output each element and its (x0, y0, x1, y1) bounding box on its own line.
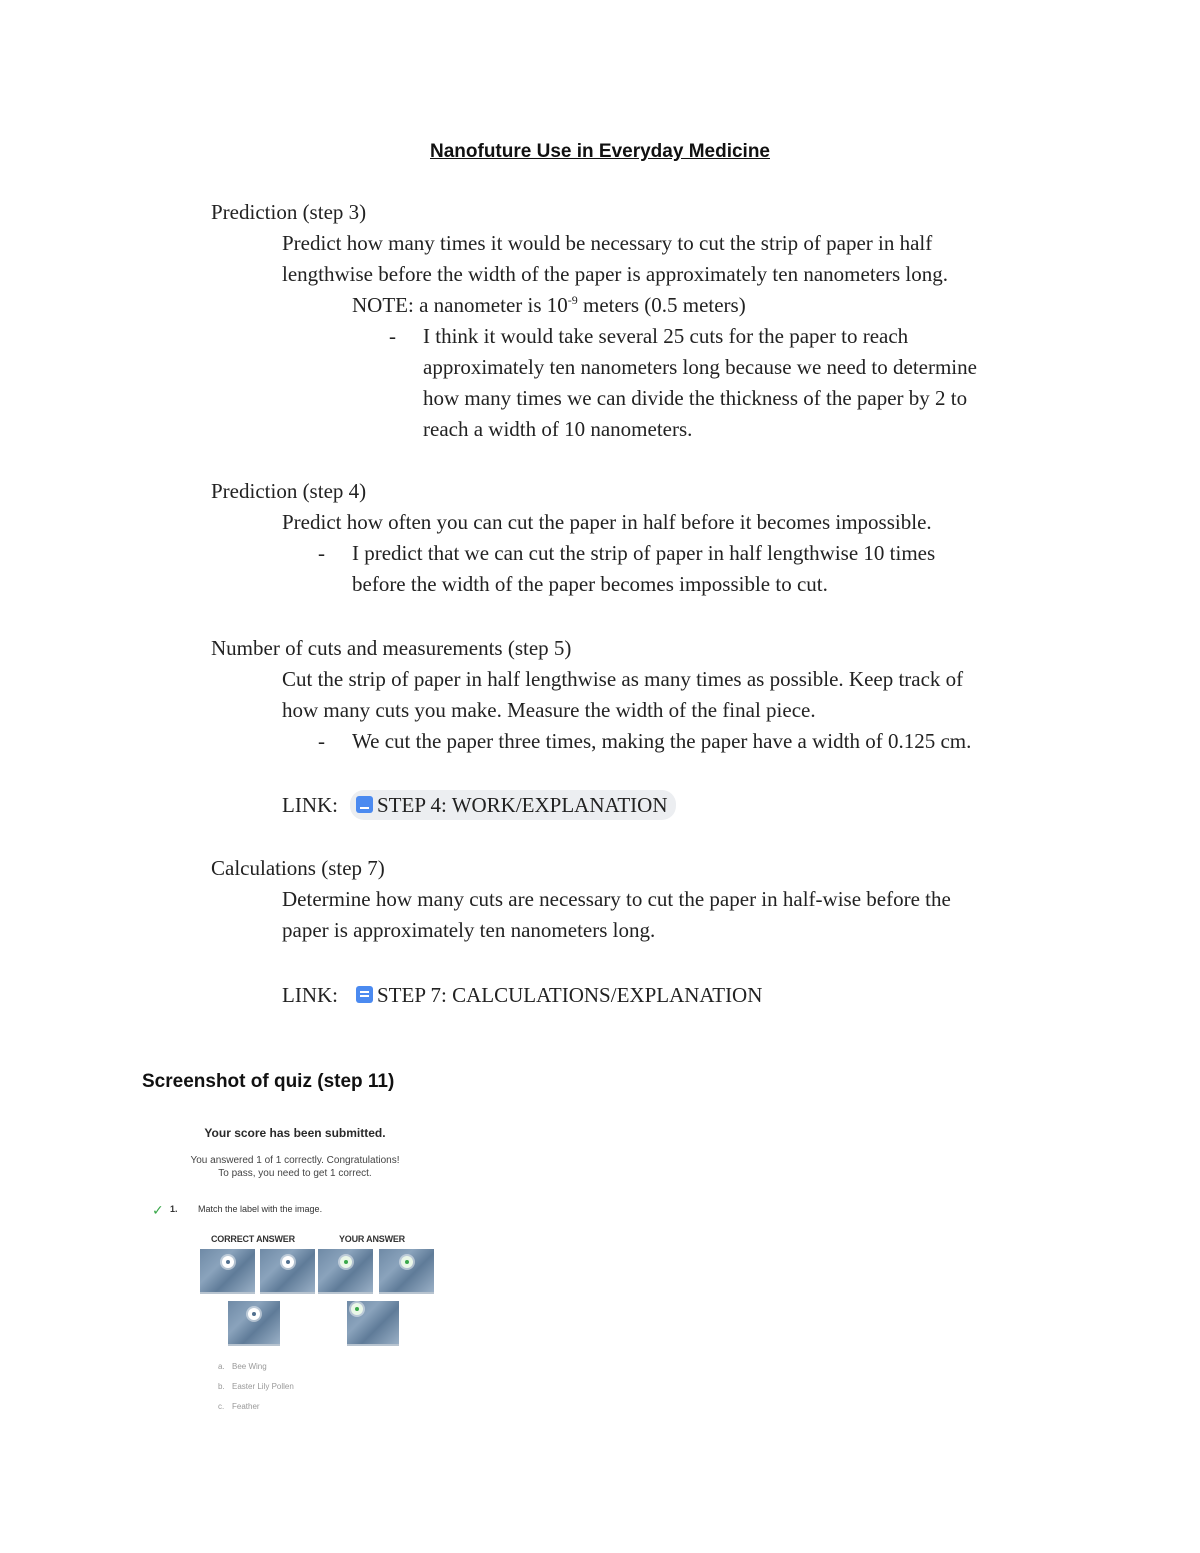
checkmark-icon: ✓ (152, 1202, 164, 1218)
step5-answer: We cut the paper three times, making the paper have a width of 0.125 cm. (352, 729, 972, 753)
map-pin-icon (282, 1256, 294, 1268)
map-pin-icon (401, 1256, 413, 1268)
step3-note (352, 290, 746, 321)
image-tile (379, 1249, 434, 1294)
option-b: b. Easter Lily Pollen (218, 1382, 294, 1391)
step7-question-line2: paper is approximately ten nanometers long. (282, 918, 656, 942)
note-suffix: meters (0.5 meters) (577, 293, 746, 317)
step7-link-text[interactable]: STEP 7: CALCULATIONS/EXPLANATION (377, 983, 763, 1007)
step4-answer-line2: before the width of the paper becomes impossible to cut. (352, 572, 828, 596)
your-answer-header: YOUR ANSWER (339, 1234, 405, 1244)
step3-heading: Prediction (step 3) (211, 200, 367, 224)
step5-link-text[interactable]: STEP 4: WORK/EXPLANATION (377, 793, 668, 817)
note-exponent: -9 (567, 293, 578, 307)
quiz-screenshot (140, 1118, 450, 1418)
image-tile (260, 1249, 315, 1294)
document-title: Nanofuture Use in Everyday Medicine (430, 141, 770, 162)
step5-link[interactable] (350, 790, 676, 822)
step7-heading: Calculations (step 7) (211, 856, 385, 880)
bullet-dash: - (318, 729, 325, 753)
step3-question-line1: Predict how many times it would be necessary to cut the strip of paper in half (282, 231, 933, 255)
image-tile (228, 1301, 280, 1346)
step7-link[interactable] (350, 980, 762, 1012)
image-tile (318, 1249, 373, 1294)
google-doc-icon (356, 986, 373, 1003)
step5-heading: Number of cuts and measurements (step 5) (211, 636, 572, 660)
step3-answer-line2: approximately ten nanometers long because we need to determine (423, 355, 977, 379)
step4-heading: Prediction (step 4) (211, 479, 367, 503)
option-c: c. Feather (218, 1402, 260, 1411)
step5-question-line2: how many cuts you make. Measure the width of the final piece. (282, 698, 816, 722)
step7-link-label: LINK: (282, 983, 338, 1007)
step7-question-line1: Determine how many cuts are necessary to cut the paper in half-wise before the (282, 887, 951, 911)
option-a: a. Bee Wing (218, 1362, 267, 1371)
image-tile (200, 1249, 255, 1294)
google-doc-icon (356, 796, 373, 813)
note-prefix: NOTE: a nanometer is 10 (352, 293, 568, 317)
question-text: Match the label with the image. (198, 1204, 323, 1214)
step4-question: Predict how often you can cut the paper in half before it becomes impossible. (282, 510, 932, 534)
step3-answer-line4: reach a width of 10 nanometers. (423, 417, 693, 441)
map-pin-icon (340, 1256, 352, 1268)
quiz-result-title: Your score has been submitted. (204, 1126, 386, 1140)
bullet-dash: - (389, 324, 396, 348)
step7-doc-chip[interactable] (350, 980, 762, 1011)
map-pin-icon (248, 1308, 260, 1320)
map-pin-icon (222, 1256, 234, 1268)
step5-question-line1: Cut the strip of paper in half lengthwise as many times as possible. Keep track of (282, 667, 964, 691)
quiz-heading: Screenshot of quiz (step 11) (142, 1071, 395, 1092)
step4-doc-chip[interactable] (350, 790, 676, 820)
map-pin-icon (351, 1303, 363, 1315)
image-tile (347, 1301, 399, 1346)
correct-answer-header: CORRECT ANSWER (211, 1234, 295, 1244)
step5-link-label: LINK: (282, 793, 338, 817)
step3-answer-line3: how many times we can divide the thickness of the paper by 2 to (423, 386, 968, 410)
step3-answer-line1: I think it would take several 25 cuts for the paper to reach (423, 324, 909, 348)
bullet-dash: - (318, 541, 325, 565)
question-number: 1. (170, 1204, 178, 1214)
step4-answer-line1: I predict that we can cut the strip of paper in half lengthwise 10 times (352, 541, 936, 565)
step3-question-line2: lengthwise before the width of the paper is approximately ten nanometers long. (282, 262, 948, 286)
quiz-result-line1: You answered 1 of 1 correctly. Congratulations! (190, 1155, 400, 1166)
quiz-result-line2: To pass, you need to get 1 correct. (218, 1168, 372, 1179)
